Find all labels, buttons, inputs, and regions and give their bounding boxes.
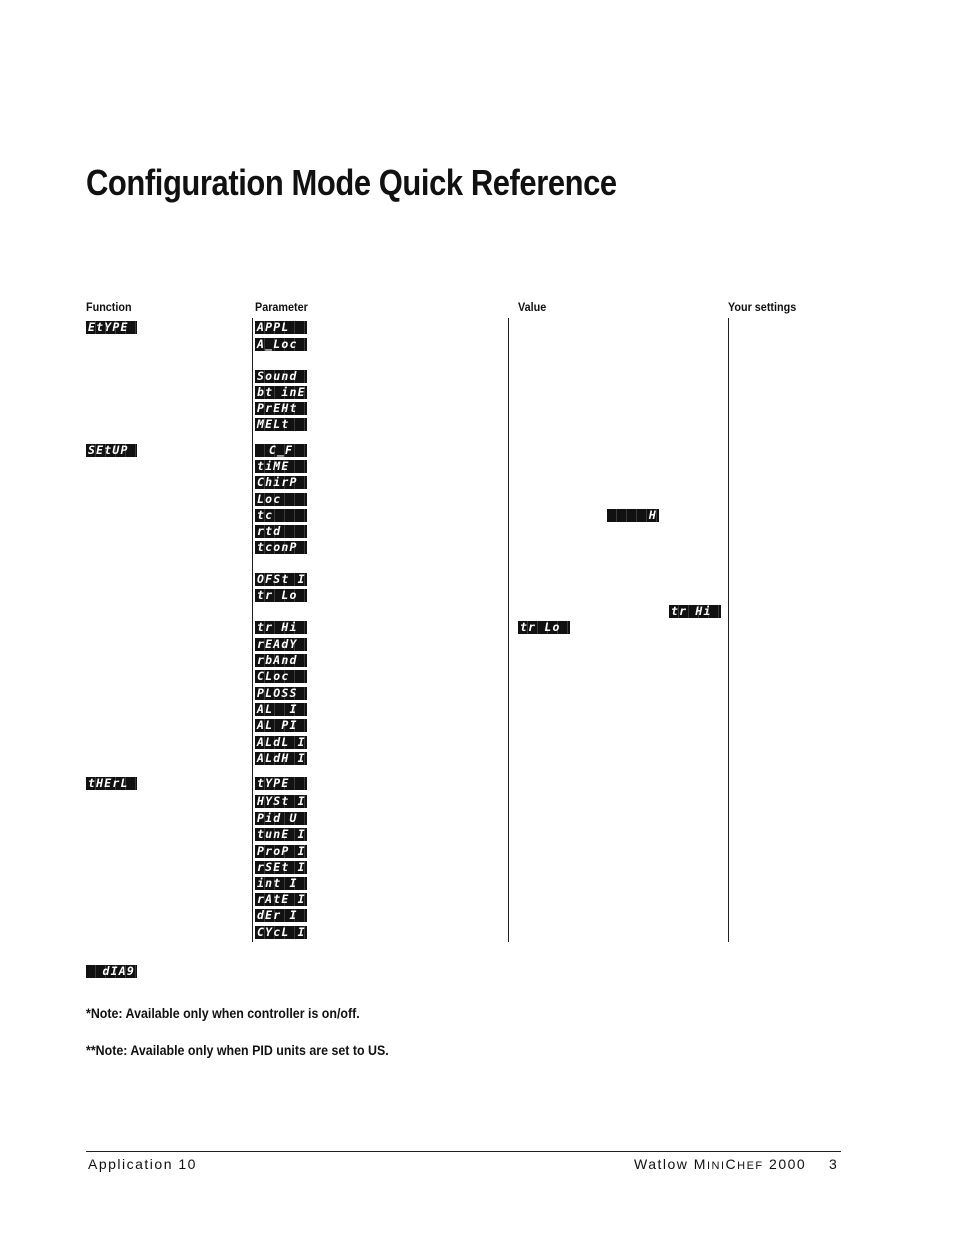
param-type: tYPE	[255, 777, 307, 790]
param-loc: Loc	[255, 493, 307, 506]
value-tr-hi-min: tr Lo	[518, 621, 570, 634]
function-therl: tHErL	[86, 777, 137, 790]
param-tune1: tunE I	[257, 828, 306, 841]
column-header-your-settings: Your settings	[728, 300, 797, 314]
param-prop1: ProP I	[257, 845, 306, 858]
param-der1: dEr I	[255, 909, 307, 922]
param-ploss: PLOSS	[255, 687, 307, 700]
param-tr-lo: tr Lo	[255, 589, 307, 602]
param-btine: bt inE	[257, 386, 306, 399]
param-hyst1: HYSt I	[257, 795, 306, 808]
column-divider-value	[508, 318, 509, 942]
param-int1: int I	[255, 877, 307, 890]
param-tconp: tconP	[255, 541, 307, 554]
function-etype: EtYPE	[86, 321, 137, 334]
param-sound: Sound	[255, 370, 307, 383]
value-tc-range: H	[607, 509, 659, 522]
param-a-loc: A_Loc	[255, 338, 307, 351]
value-tr-lo-max: tr Hi	[669, 605, 721, 618]
param-alp1: AL PI	[255, 719, 307, 732]
param-ofst1: OFSt I	[257, 573, 306, 586]
param-rband: rbAnd	[255, 654, 307, 667]
function-setup: SEtUP	[86, 444, 137, 457]
column-header-parameter: Parameter	[255, 300, 308, 314]
param-rset1: rSEt I	[257, 861, 306, 874]
function-diag: dIA9	[86, 965, 137, 978]
footer-section: Application 10	[88, 1156, 197, 1172]
param-tc: tc	[255, 509, 307, 522]
param-aldh1: ALdH I	[257, 752, 306, 765]
param-rtd: rtd	[255, 525, 307, 538]
param-c-f: C_F	[255, 444, 307, 457]
param-cloc: CLoc	[255, 670, 307, 683]
param-melt: MELt	[255, 418, 307, 431]
param-cycl1: CYcL I	[257, 926, 306, 939]
footer-product-hef: HEF	[737, 1160, 764, 1172]
column-header-value: Value	[518, 300, 547, 314]
param-chirp: ChirP	[255, 476, 307, 489]
footer-model: 2000	[769, 1156, 807, 1172]
footer-rule	[86, 1151, 841, 1152]
note-pid-units: **Note: Available only when PID units are set to US.	[86, 1043, 389, 1058]
param-rate1: rAtE I	[257, 893, 306, 906]
param-ready: rEAdY	[255, 638, 307, 651]
param-time: tiME	[255, 460, 307, 473]
footer-product	[634, 1156, 806, 1172]
footer-page-number: 3	[829, 1156, 839, 1172]
footer-brand: Watlow	[634, 1156, 689, 1172]
param-preht: PrEHt	[255, 402, 307, 415]
param-al1: AL I	[255, 703, 307, 716]
param-aldl1: ALdL I	[257, 736, 306, 749]
page-title: Configuration Mode Quick Reference	[86, 162, 617, 203]
footer-product-ini: INI	[706, 1160, 726, 1172]
column-divider-parameter	[252, 318, 253, 942]
param-tr-hi: tr Hi	[255, 621, 307, 634]
column-header-function: Function	[86, 300, 132, 314]
note-on-off: *Note: Available only when controller is on/off.	[86, 1006, 360, 1021]
footer-product-c: C	[725, 1156, 738, 1172]
param-appl: APPL	[255, 321, 307, 334]
column-divider-settings	[728, 318, 729, 942]
footer-product-m: M	[693, 1156, 707, 1172]
param-pid-u: Pid U	[255, 812, 307, 825]
